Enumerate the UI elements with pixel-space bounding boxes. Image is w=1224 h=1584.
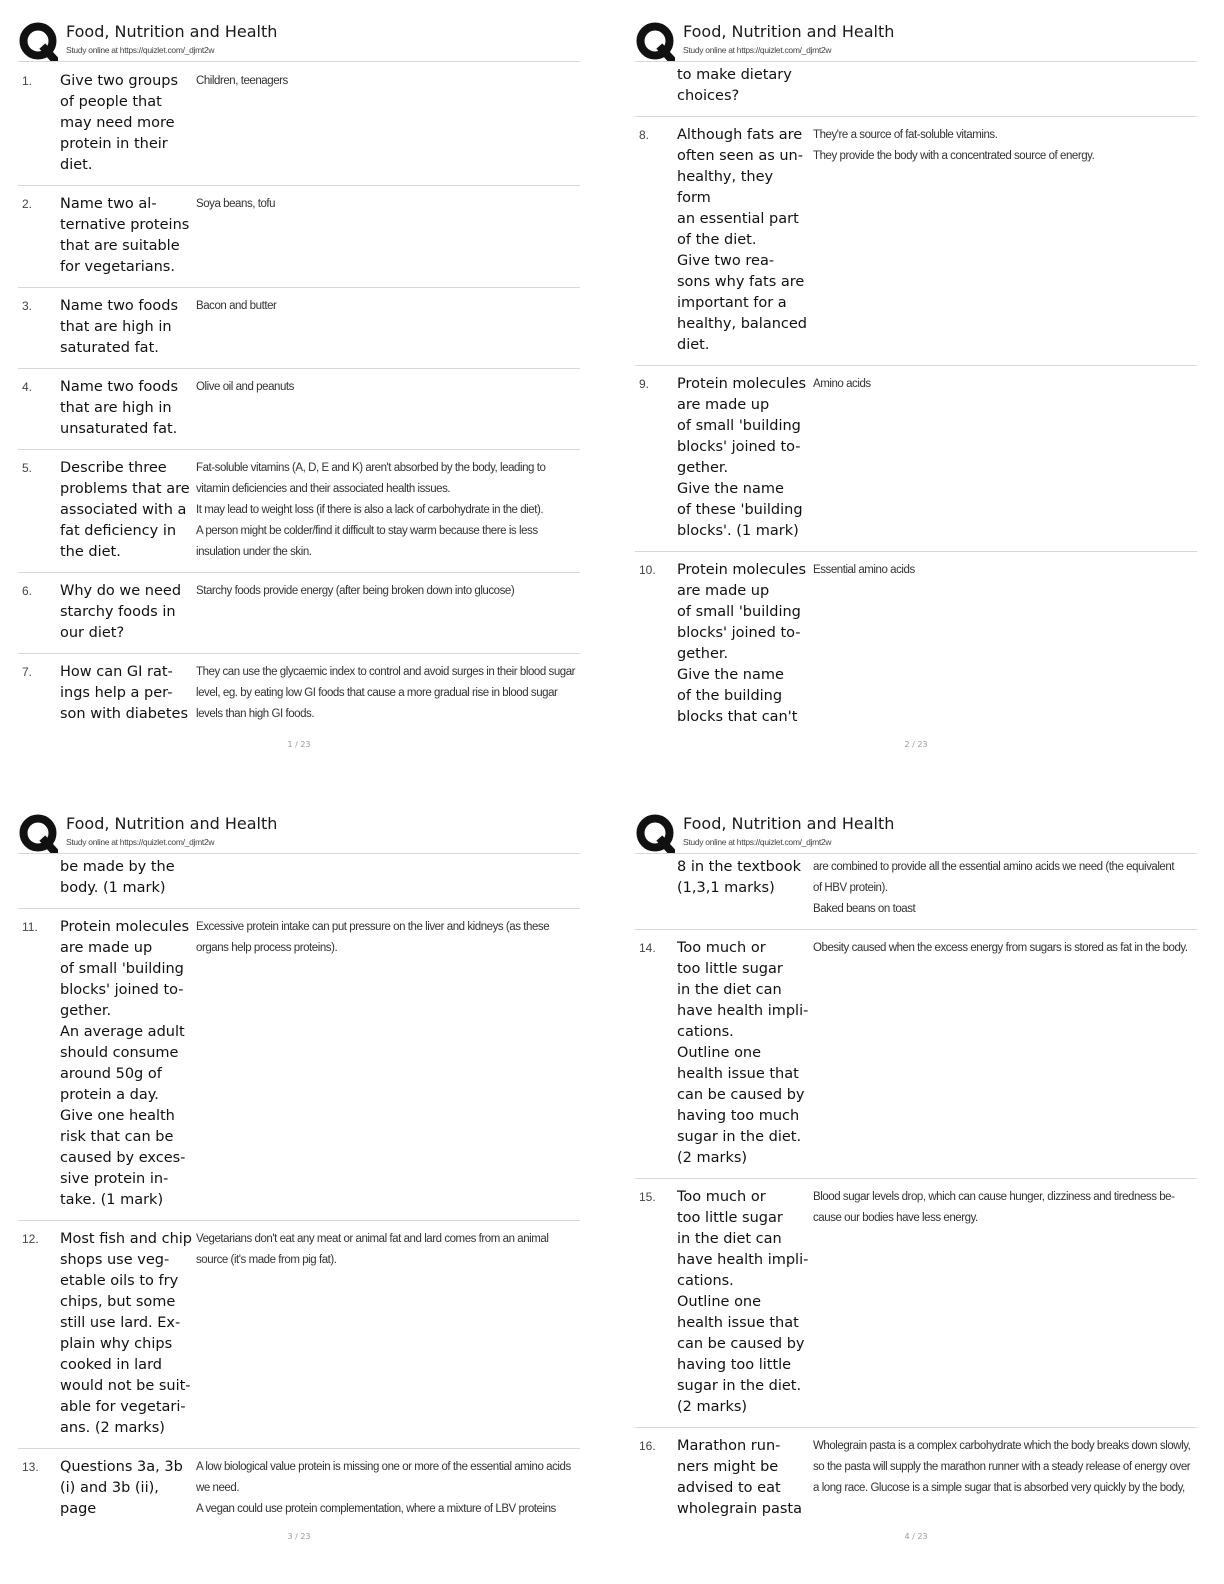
- study-link[interactable]: Study online at https://quizlet.com/_djmt2w: [683, 45, 832, 55]
- flashcard-row: [18, 369, 580, 450]
- card-number: [635, 65, 677, 107]
- study-link[interactable]: Study online at https://quizlet.com/_djmt2w: [683, 837, 832, 847]
- page-header: [635, 810, 1215, 854]
- card-definition: Olive oil and peanuts: [196, 381, 294, 393]
- card-term: to make dietary choices?: [677, 67, 792, 104]
- card-number: 9.: [639, 377, 650, 391]
- card-term: Protein molecules are made up of small 'building blocks' joined to- gether. Give the name of the building blocks that can't: [677, 562, 807, 725]
- card-definition: Starchy foods provide energy (after being broken down into glucose): [196, 585, 515, 597]
- card-number: 1.: [22, 74, 33, 88]
- card-term: Too much or too little sugar in the diet can have health impli- cations. Outline one health issue that can be caused by having too much sugar in the diet. (2 marks): [677, 940, 809, 1166]
- card-term: Protein molecules are made up of small 'building blocks' joined to- gether. Give the name of these 'building blocks'. (1 mark): [677, 376, 807, 539]
- page-number: 4 / 23: [904, 1532, 928, 1541]
- card-number: 8.: [639, 128, 650, 142]
- card-definition: [811, 65, 1197, 107]
- card-number: 14.: [639, 941, 656, 955]
- flashcard-row: [18, 288, 580, 369]
- card-term: How can GI rat- ings help a per- son with diabetes: [60, 664, 189, 722]
- flashcard-row: [18, 855, 580, 909]
- card-list: [635, 855, 1197, 1529]
- flashcard-row: [18, 186, 580, 288]
- flashcard-row: [635, 552, 1197, 737]
- document-title: Food, Nutrition and Health: [683, 814, 895, 833]
- document-page: [18, 18, 598, 778]
- document-title: Food, Nutrition and Health: [66, 22, 278, 41]
- card-term: Although fats are often seen as un- healthy, they form an essential part of the diet. Give two rea- sons why fats are important for a healthy, balanced diet.: [677, 127, 807, 353]
- flashcard-row: [635, 930, 1197, 1179]
- card-term: Protein molecules are made up of small 'building blocks' joined to- gether. An average adult should consume around 50g of protein a day. Give one health risk that can be caused by exces- sive protein in- take. (1 mark): [60, 919, 190, 1208]
- flashcard-row: [635, 855, 1197, 930]
- page-number: 2 / 23: [904, 740, 928, 749]
- card-number: 16.: [639, 1439, 656, 1453]
- page-header: [18, 810, 598, 854]
- header-divider: [635, 853, 1197, 854]
- document-title: Food, Nutrition and Health: [66, 814, 278, 833]
- page-number: 1 / 23: [287, 740, 311, 749]
- quizlet-logo-icon: [635, 814, 675, 854]
- card-term: Name two foods that are high in saturated fat.: [60, 298, 179, 356]
- study-link[interactable]: Study online at https://quizlet.com/_djmt2w: [66, 45, 215, 55]
- card-definition: Essential amino acids: [813, 564, 915, 576]
- card-definition: are combined to provide all the essential amino acids we need (the equivalent of HBV protein). Baked beans on toast: [813, 861, 1175, 915]
- flashcard-row: [635, 63, 1197, 117]
- quizlet-logo-icon: [18, 814, 58, 854]
- card-number: 3.: [22, 299, 33, 313]
- card-definition: Vegetarians don't eat any meat or animal fat and lard comes from an animal source (it's made from pig fat).: [196, 1233, 549, 1266]
- page-header: [18, 18, 598, 62]
- card-term: be made by the body. (1 mark): [60, 859, 175, 896]
- card-definition: Amino acids: [813, 378, 871, 390]
- card-term: Describe three problems that are associated with a fat deficiency in the diet.: [60, 460, 190, 560]
- card-definition: They can use the glycaemic index to control and avoid surges in their blood sugar level, eg. by eating low GI foods that cause a more gradual rise in blood sugar levels than high GI foods.: [196, 666, 576, 720]
- header-divider: [18, 853, 580, 854]
- card-definition: Obesity caused when the excess energy from sugars is stored as fat in the body.: [813, 942, 1188, 954]
- study-link[interactable]: Study online at https://quizlet.com/_djmt2w: [66, 837, 215, 847]
- card-number: 2.: [22, 197, 33, 211]
- card-term: Most fish and chip shops use veg- etable oils to fry chips, but some still use lard. Ex- plain why chips cooked in lard would not be suit- able for vegetari- ans. (2 marks): [60, 1231, 193, 1436]
- card-number: 13.: [22, 1460, 39, 1474]
- card-list: [18, 855, 580, 1529]
- card-term: Name two al- ternative proteins that are suitable for vegetarians.: [60, 196, 190, 275]
- card-definition: Children, teenagers: [196, 75, 288, 87]
- card-definition: A low biological value protein is missing one or more of the essential amino acids we need. A vegan could use protein complementation, where a mixture of LBV proteins: [196, 1461, 571, 1515]
- document-page: [635, 810, 1215, 1570]
- card-term: 8 in the textbook (1,3,1 marks): [677, 859, 802, 896]
- flashcard-row: [18, 909, 580, 1221]
- card-definition: Blood sugar levels drop, which can cause hunger, dizziness and tiredness be- cause our bodies have less energy.: [813, 1191, 1175, 1224]
- flashcard-row: [635, 1428, 1197, 1529]
- card-definition: Soya beans, tofu: [196, 198, 276, 210]
- card-number: 4.: [22, 380, 33, 394]
- card-definition: Excessive protein intake can put pressure on the liver and kidneys (as these organs help process proteins).: [196, 921, 550, 954]
- flashcard-row: [635, 117, 1197, 366]
- card-number: 7.: [22, 665, 33, 679]
- flashcard-row: [18, 450, 580, 573]
- card-list: [18, 63, 580, 734]
- document-title: Food, Nutrition and Health: [683, 22, 895, 41]
- card-definition: Bacon and butter: [196, 300, 277, 312]
- page-header: [635, 18, 1215, 62]
- card-term: Questions 3a, 3b (i) and 3b (ii), page: [60, 1459, 183, 1517]
- card-definition: They're a source of fat-soluble vitamins. They provide the body with a concentrated source of energy.: [813, 129, 1095, 162]
- card-term: Why do we need starchy foods in our diet?: [60, 583, 182, 641]
- card-term: Marathon run- ners might be advised to eat wholegrain pasta: [677, 1438, 802, 1517]
- header-divider: [635, 61, 1197, 62]
- card-definition: Fat-soluble vitamins (A, D, E and K) aren't absorbed by the body, leading to vitamin deficiencies and their associated health issues. It may lead to weight loss (if there is also a lack of carbohydrate in the diet). A person might be colder/find it difficult to stay warm because there is less insulation under the skin.: [196, 462, 546, 558]
- card-term: Name two foods that are high in unsaturated fat.: [60, 379, 179, 437]
- flashcard-row: [18, 1449, 580, 1529]
- card-number: 6.: [22, 584, 33, 598]
- card-number: [18, 857, 60, 899]
- card-definition: Wholegrain pasta is a complex carbohydrate which the body breaks down slowly, so the pasta will supply the marathon runner with a steady release of energy over a long race. Glucose is a simple sugar that is absorbed very quickly by the body,: [813, 1440, 1191, 1494]
- card-number: 5.: [22, 461, 33, 475]
- flashcard-row: [18, 63, 580, 186]
- quizlet-logo-icon: [635, 22, 675, 62]
- card-number: 12.: [22, 1232, 39, 1246]
- card-number: [635, 857, 677, 920]
- flashcard-row: [18, 654, 580, 734]
- flashcard-row: [18, 573, 580, 654]
- card-term: Give two groups of people that may need more protein in their diet.: [60, 73, 179, 173]
- header-divider: [18, 61, 580, 62]
- flashcard-row: [635, 366, 1197, 552]
- document-page: [18, 810, 598, 1570]
- quizlet-logo-icon: [18, 22, 58, 62]
- card-definition: [194, 857, 580, 899]
- card-number: 11.: [22, 920, 38, 934]
- card-number: 15.: [639, 1190, 656, 1204]
- page-number: 3 / 23: [287, 1532, 311, 1541]
- card-term: Too much or too little sugar in the diet can have health impli- cations. Outline one health issue that can be caused by having too little sugar in the diet. (2 marks): [677, 1189, 809, 1415]
- card-number: 10.: [639, 563, 656, 577]
- card-list: [635, 63, 1197, 737]
- flashcard-row: [635, 1179, 1197, 1428]
- document-page: [635, 18, 1215, 778]
- flashcard-row: [18, 1221, 580, 1449]
